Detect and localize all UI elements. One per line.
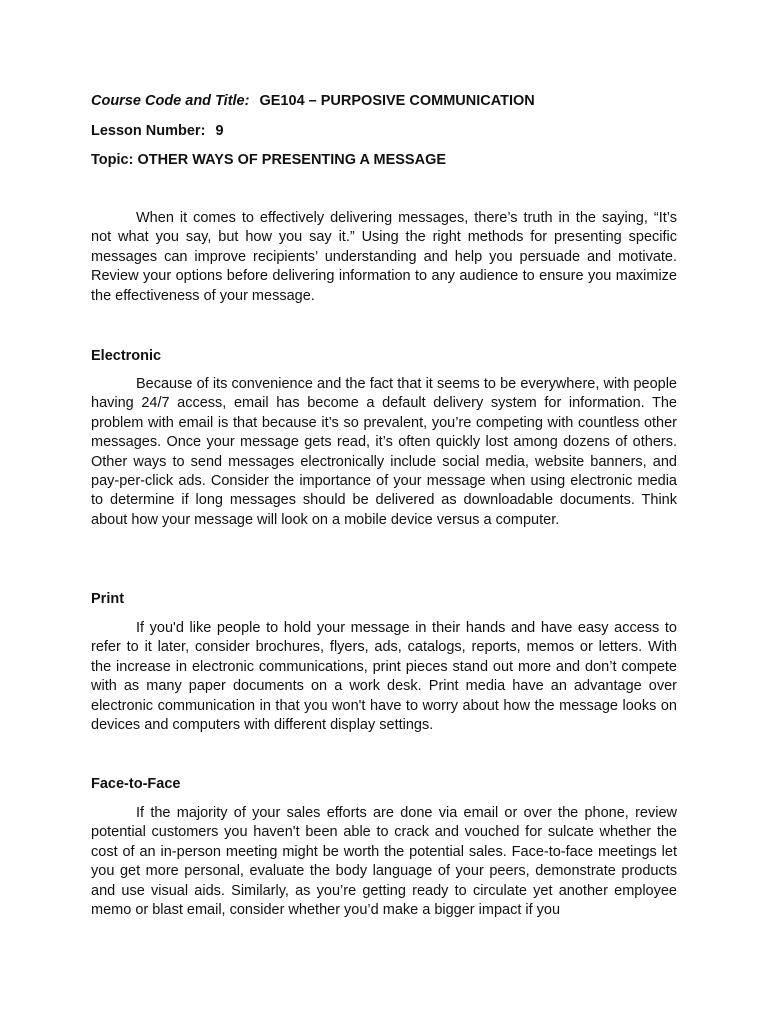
section-body-print: If you'd like people to hold your message in their hands and have easy access to refer to it later, consider brochures, flyers, ads, catalogs, reports, memos or letters. With the increase in electronic communications, print pieces stand out more and don’t compete with as many paper documents on a work desk. Print media have an advantage over electronic communication in that you won't have to worry about how the message looks on devices and computers with different display settings. (91, 620, 677, 734)
section-heading-face-to-face: Face-to-Face (91, 776, 181, 792)
topic-value: OTHER WAYS OF PRESENTING A MESSAGE (137, 152, 447, 168)
lesson-label: Lesson Number: (91, 123, 206, 139)
section-body-face-to-face: If the majority of your sales efforts are done via email or over the phone, review potential customers you haven't been able to crack and vouched for sulcate whether the cost of an in-person meeting might be worth the potential sales. Face-to-face meetings let you get more personal, evaluate the body language of your peers, demonstrate products and use visual aids. Similarly, as you’re getting ready to circulate yet another employee memo or blast email, consider whether you’d make a bigger impact if you (91, 805, 677, 919)
lesson-line (91, 121, 224, 142)
topic-label: Topic: (91, 152, 134, 168)
section-body-electronic: Because of its convenience and the fact that it seems to be everywhere, with people having 24/7 access, email has become a default delivery system for information. The problem with email is that because it’s so prevalent, you’re competing with countless other messages. Once your message gets read, it’s often quickly lost among dozens of others. Other ways to send messages electronically include social media, website banners, and pay-per-click ads. Consider the importance of your message when using electronic media to determine if long messages should be delivered as downloadable documents. Think about how your message will look on a mobile device versus a computer. (91, 376, 677, 528)
section-heading-electronic: Electronic (91, 348, 162, 364)
course-label: Course Code and Title: (91, 93, 250, 109)
topic-line (91, 150, 446, 171)
course-value: GE104 – PURPOSIVE COMMUNICATION (259, 93, 535, 109)
section-heading-print: Print (91, 591, 125, 607)
intro-paragraph: When it comes to effectively delivering messages, there’s truth in the saying, “It’s not what you say, but how you say it.” Using the right methods for presenting specific messages can improve recipients’ understanding and help you persuade and motivate. Review your options before delivering information to any audience to ensure you maximize the effectiveness of your message. (91, 210, 677, 304)
course-line (91, 91, 535, 112)
lesson-value: 9 (215, 123, 224, 139)
